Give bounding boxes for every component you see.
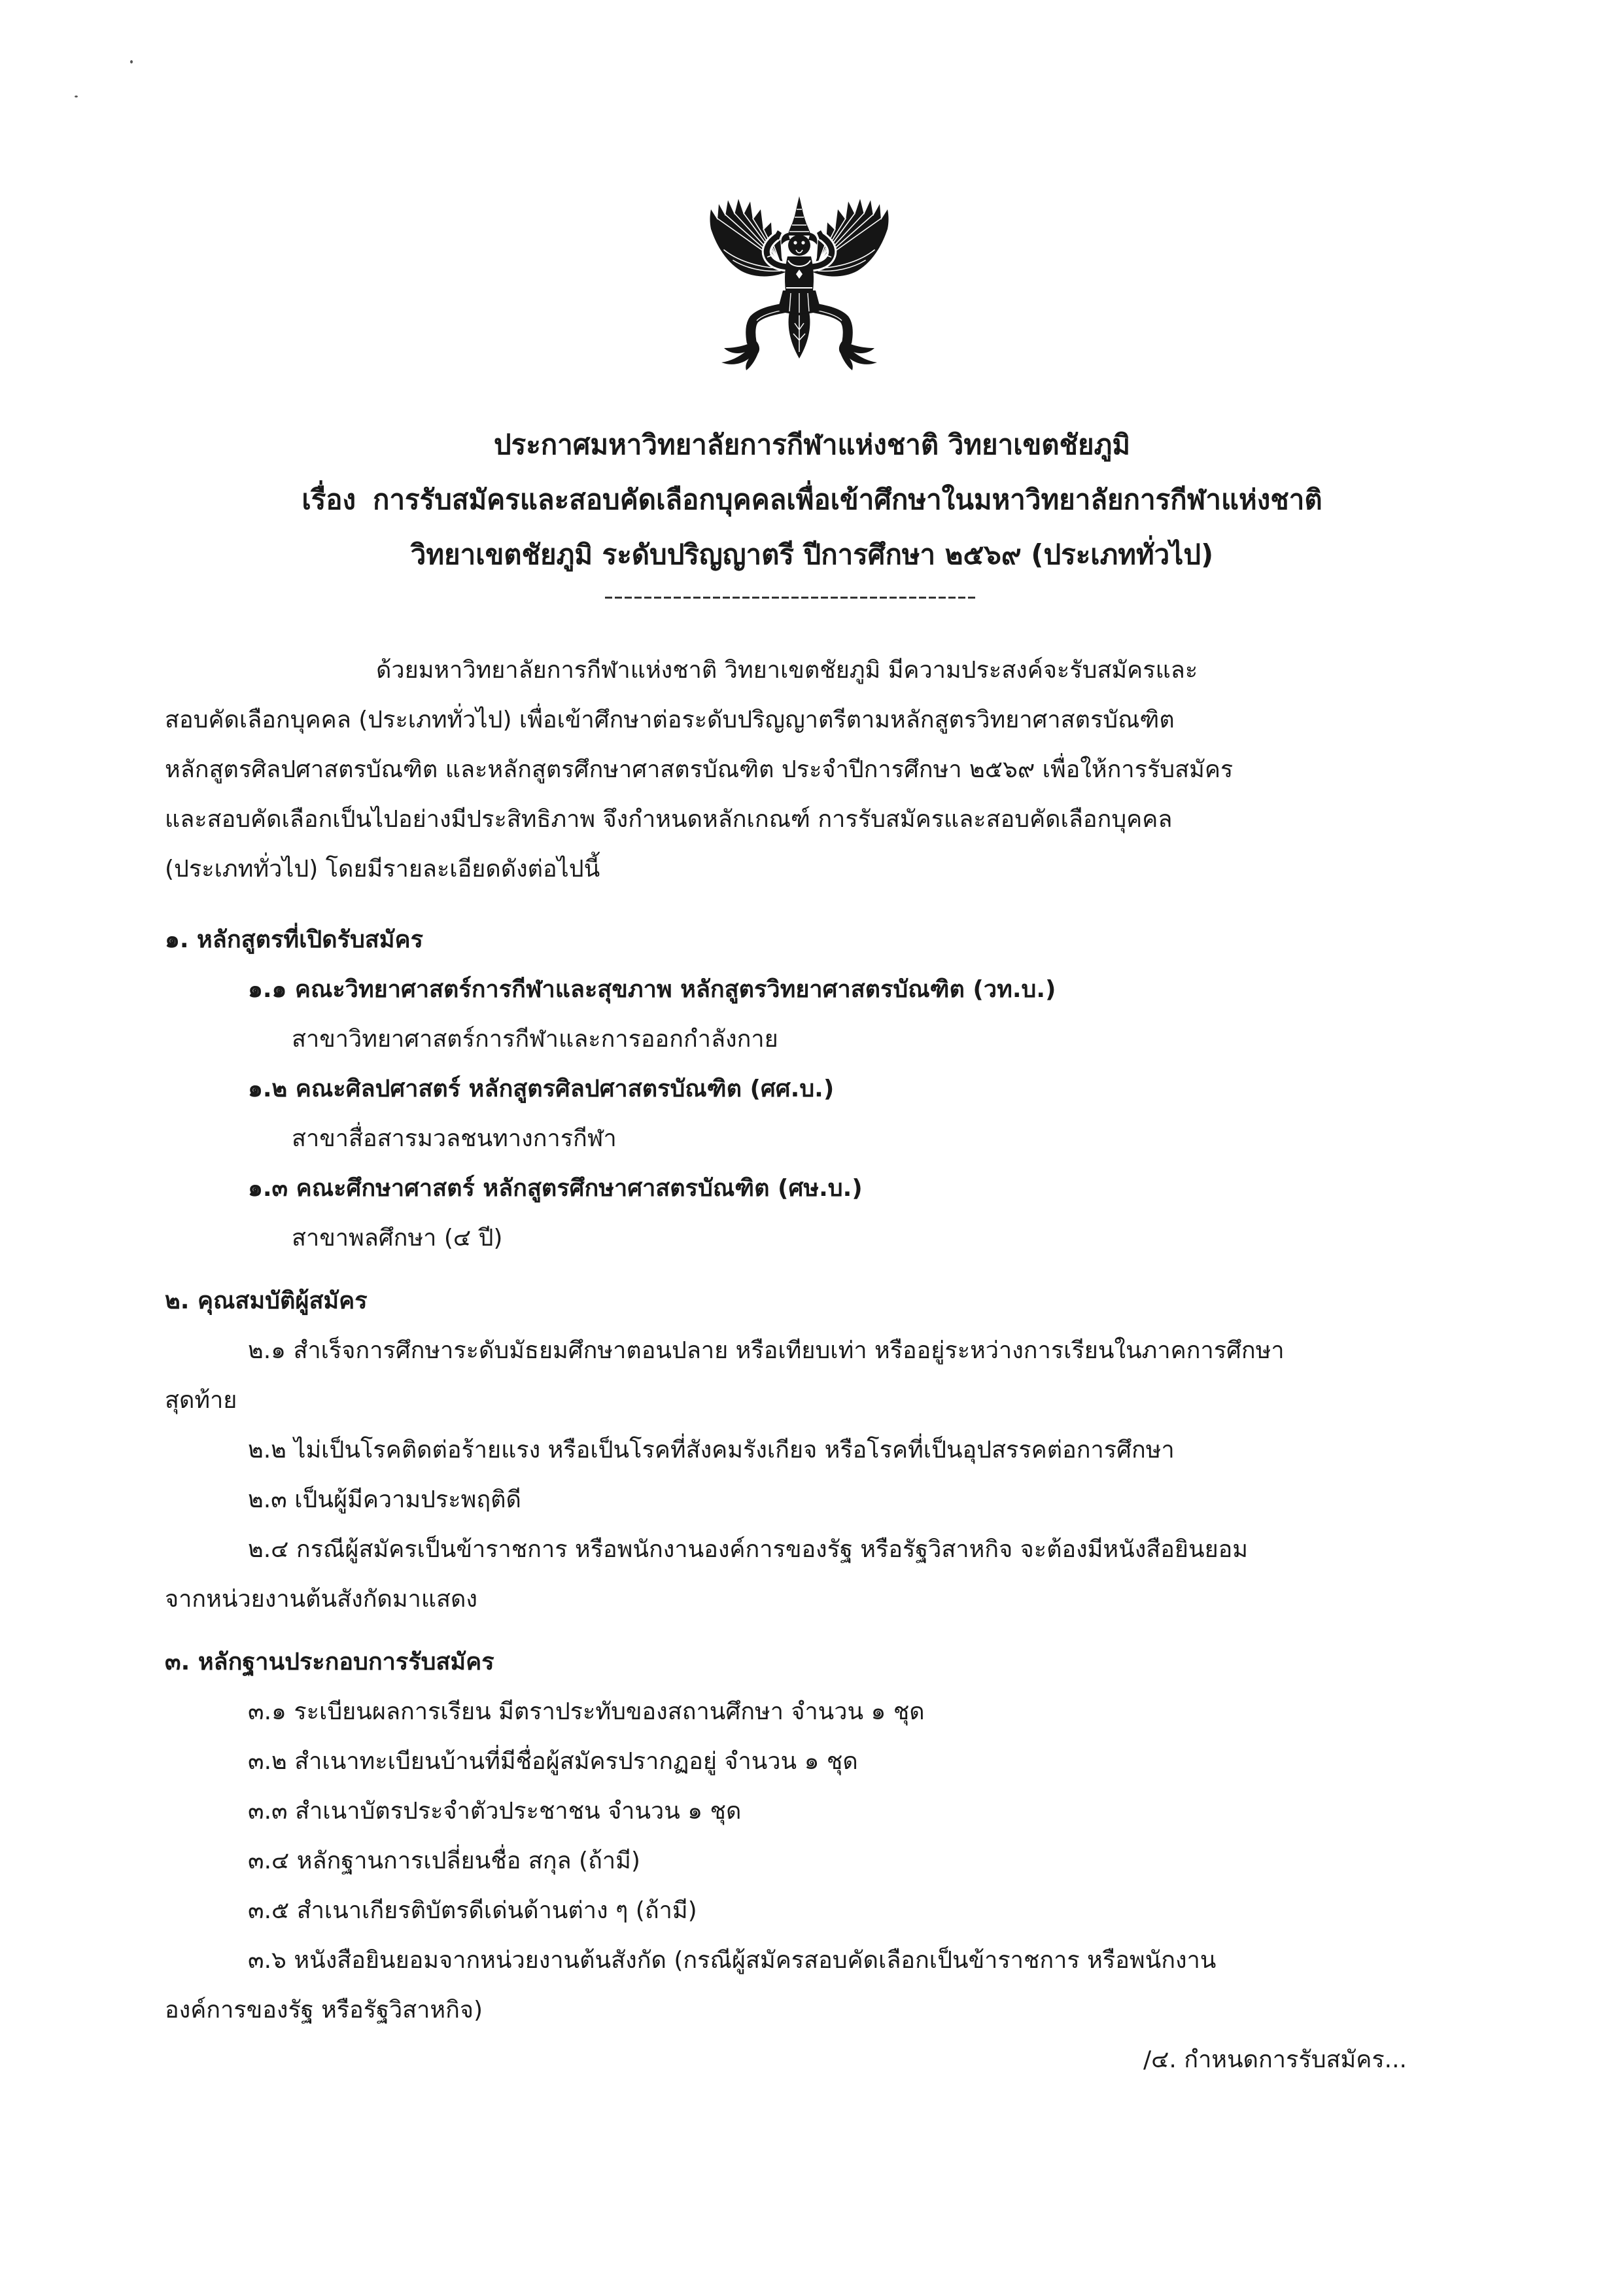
- qualification-item: ๒.๑ สำเร็จการศึกษาระดับมัธยมศึกษาตอนปลาย หรือเทียบเท่า หรืออยู่ระหว่างการเรียนในภาคการศึกษา: [248, 1337, 1285, 1364]
- qualification-item-continued: สุดท้าย: [165, 1387, 237, 1414]
- intro-line: สอบคัดเลือกบุคคล (ประเภททั่วไป) เพื่อเข้าศึกษาต่อระดับปริญญาตรีตามหลักสูตรวิทยาศาสตรบัณฑิต: [165, 707, 1175, 733]
- program-title: ๑.๓ คณะศึกษาศาสตร์ หลักสูตรศึกษาศาสตรบัณฑิต (ศษ.บ.): [248, 1175, 863, 1202]
- intro-line: ด้วยมหาวิทยาลัยการกีฬาแห่งชาติ วิทยาเขตชัยภูมิ มีความประสงค์จะรับสมัครและ: [376, 657, 1198, 684]
- program-major: สาขาพลศึกษา (๔ ปี): [292, 1225, 503, 1252]
- title-line-1: ประกาศมหาวิทยาลัยการกีฬาแห่งชาติ วิทยาเขตชัยภูมิ: [493, 429, 1131, 461]
- qualification-item: ๒.๒ ไม่เป็นโรคติดต่อร้ายแรง หรือเป็นโรคที่สังคมรังเกียจ หรือโรคที่เป็นอุปสรรคต่อการศึกษา: [248, 1437, 1175, 1463]
- program-major: สาขาสื่อสารมวลชนทางการกีฬา: [292, 1125, 617, 1152]
- announcement-body: [165, 646, 1407, 2085]
- section-programs: [165, 915, 1407, 1263]
- document-item: ๓.๓ สำเนาบัตรประจำตัวประชาชน จำนวน ๑ ชุด: [248, 1798, 742, 1825]
- continuation-note: /๔. กำหนดการรับสมัคร...: [1143, 2046, 1407, 2073]
- title-divider: [605, 597, 976, 599]
- subject-label: เรื่อง: [302, 483, 356, 516]
- document-item: ๓.๑ ระเบียนผลการเรียน มีตราประทับของสถานศึกษา จำนวน ๑ ชุด: [248, 1698, 925, 1725]
- document-item: ๓.๔ หลักฐานการเปลี่ยนชื่อ สกุล (ถ้ามี): [248, 1848, 640, 1874]
- program-major: สาขาวิทยาศาสตร์การกีฬาและการออกกำลังกาย: [292, 1026, 778, 1053]
- program-title: ๑.๒ คณะศิลปศาสตร์ หลักสูตรศิลปศาสตรบัณฑิต (ศศ.บ.): [248, 1076, 835, 1102]
- program-title: ๑.๑ คณะวิทยาศาสตร์การกีฬาและสุขภาพ หลักสูตรวิทยาศาสตรบัณฑิต (วท.บ.): [248, 976, 1056, 1003]
- title-line-2: [0, 472, 1624, 527]
- section-heading: ๓. หลักฐานประกอบการรับสมัคร: [165, 1649, 494, 1675]
- qualification-item: ๒.๔ กรณีผู้สมัครเป็นข้าราชการ หรือพนักงานองค์การของรัฐ หรือรัฐวิสาหกิจ จะต้องมีหนังสือยินยอม: [248, 1536, 1249, 1563]
- scan-speck: [130, 60, 133, 63]
- garuda-emblem-icon: [704, 195, 894, 372]
- section-heading: ๑. หลักสูตรที่เปิดรับสมัคร: [165, 926, 423, 953]
- subject-text: การรับสมัครและสอบคัดเลือกบุคคลเพื่อเข้าศึกษาในมหาวิทยาลัยการกีฬาแห่งชาติ: [373, 483, 1322, 516]
- document-item: ๓.๒ สำเนาทะเบียนบ้านที่มีชื่อผู้สมัครปรากฏอยู่ จำนวน ๑ ชุด: [248, 1748, 858, 1775]
- intro-line: หลักสูตรศิลปศาสตรบัณฑิต และหลักสูตรศึกษาศาสตรบัณฑิต ประจำปีการศึกษา ๒๕๖๙ เพื่อให้การรับสมัคร: [165, 756, 1234, 783]
- qualification-item: ๒.๓ เป็นผู้มีความประพฤติดี: [248, 1486, 521, 1513]
- announcement-title: [0, 417, 1624, 582]
- intro-paragraph: [165, 646, 1407, 894]
- title-line-3: วิทยาเขตชัยภูมิ ระดับปริญญาตรี ปีการศึกษา ๒๕๖๙ (ประเภททั่วไป): [410, 538, 1214, 570]
- section-required-documents: [165, 1638, 1407, 2035]
- garuda-emblem-graphic: [704, 195, 894, 372]
- document-item: ๓.๖ หนังสือยินยอมจากหน่วยงานต้นสังกัด (กรณีผู้สมัครสอบคัดเลือกเป็นข้าราชการ หรือพนักงาน: [248, 1947, 1217, 1974]
- scan-speck: [75, 96, 78, 97]
- section-heading: ๒. คุณสมบัติผู้สมัคร: [165, 1288, 368, 1314]
- document-item-continued: องค์การของรัฐ หรือรัฐวิสาหกิจ): [165, 1997, 483, 2023]
- intro-line: และสอบคัดเลือกเป็นไปอย่างมีประสิทธิภาพ จึงกำหนดหลักเกณฑ์ การรับสมัครและสอบคัดเลือกบุคคล: [165, 806, 1173, 833]
- document-item: ๓.๕ สำเนาเกียรติบัตรดีเด่นด้านต่าง ๆ (ถ้ามี): [248, 1897, 697, 1924]
- section-qualifications: [165, 1276, 1407, 1624]
- qualification-item-continued: จากหน่วยงานต้นสังกัดมาแสดง: [165, 1586, 477, 1613]
- intro-line: (ประเภททั่วไป) โดยมีรายละเอียดดังต่อไปนี้: [165, 856, 600, 883]
